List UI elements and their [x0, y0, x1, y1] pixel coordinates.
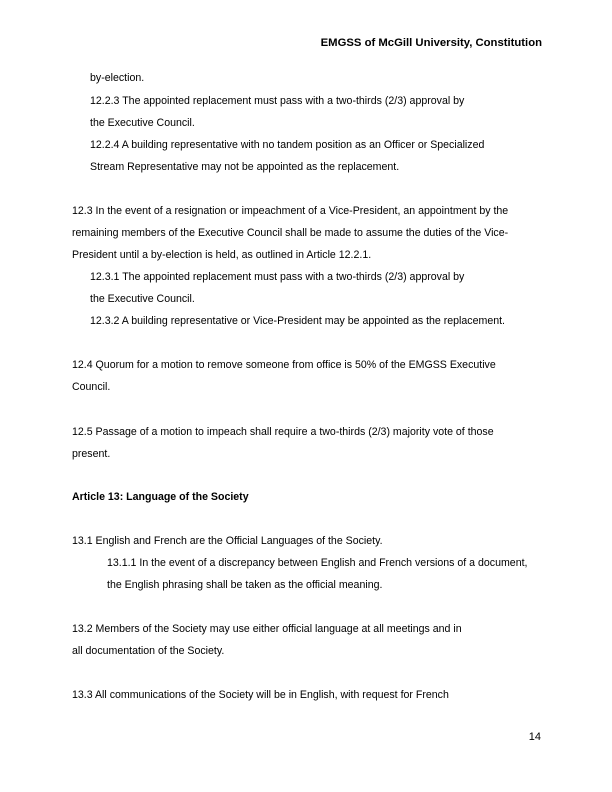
- page-number: 14: [528, 731, 541, 743]
- text-line: 13.1.1 In the event of a discrepancy between English and French versions of a document,: [107, 557, 528, 569]
- text-line: the Executive Council.: [90, 293, 195, 305]
- text-line: 12.2.4 A building representative with no tandem position as an Officer or Specialized: [90, 139, 485, 151]
- text-line: 13.2 Members of the Society may use either official language at all meetings and in: [72, 623, 462, 635]
- text-line: Council.: [72, 381, 111, 393]
- text-line: 13.3 All communications of the Society will be in English, with request for French: [72, 689, 449, 701]
- text-line: 12.3.2 A building representative or Vice-President may be appointed as the replacement.: [90, 315, 505, 327]
- text-line: 12.5 Passage of a motion to impeach shall require a two-thirds (2/3) majority vote of those: [72, 426, 494, 438]
- text-line: all documentation of the Society.: [72, 645, 225, 657]
- text-line: 13.1 English and French are the Official Languages of the Society.: [72, 535, 383, 547]
- text-line: 12.4 Quorum for a motion to remove someone from office is 50% of the EMGSS Executive: [72, 359, 496, 371]
- text-line: by-election.: [90, 72, 145, 84]
- text-line: present.: [72, 448, 111, 460]
- text-line: the English phrasing shall be taken as the official meaning.: [107, 579, 383, 591]
- text-line: 12.3.1 The appointed replacement must pass with a two-thirds (2/3) approval by: [90, 271, 465, 283]
- text-line: 12.2.3 The appointed replacement must pass with a two-thirds (2/3) approval by: [90, 95, 465, 107]
- text-line: Stream Representative may not be appointed as the replacement.: [90, 161, 400, 173]
- text-line: remaining members of the Executive Council shall be made to assume the duties of the Vice-: [72, 227, 509, 239]
- text-line: President until a by-election is held, as outlined in Article 12.2.1.: [72, 249, 372, 261]
- text-line: the Executive Council.: [90, 117, 195, 129]
- article-heading: Article 13: Language of the Society: [72, 491, 249, 503]
- text-line: 12.3 In the event of a resignation or impeachment of a Vice-President, an appointment by the: [72, 205, 509, 217]
- running-header: EMGSS of McGill University, Constitution: [320, 37, 542, 49]
